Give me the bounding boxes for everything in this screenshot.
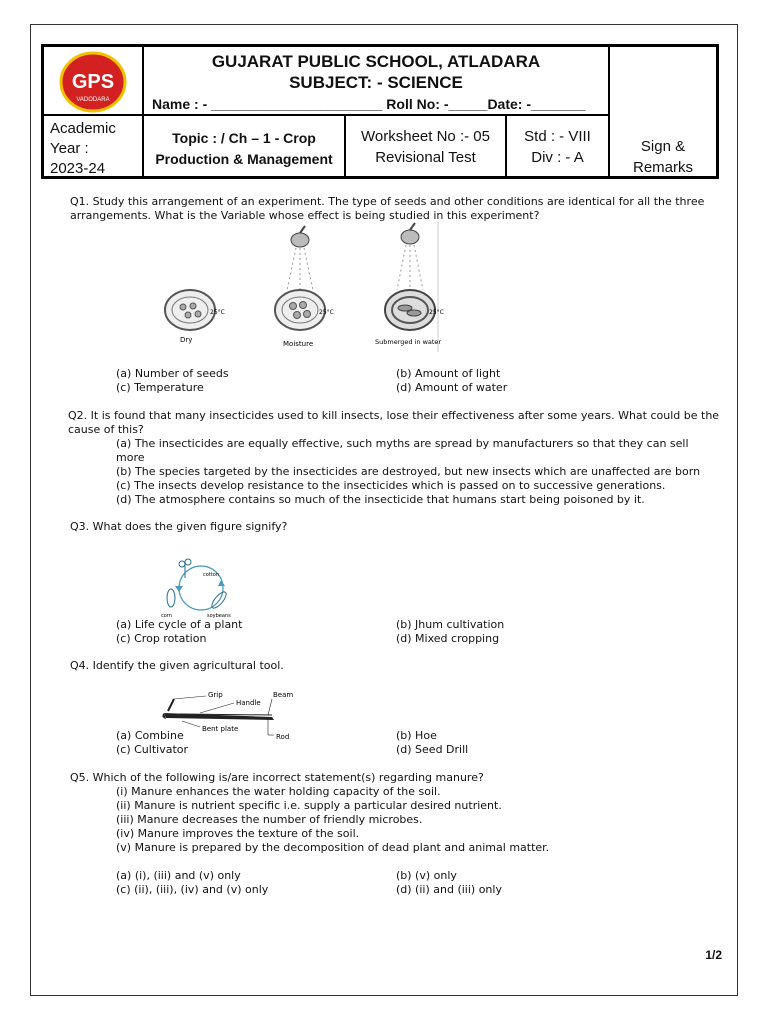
statement-iii: (iii) Manure decreases the number of friendly microbes. [116,813,423,826]
option-d: (d) Mixed cropping [396,632,500,645]
academic-year-label: Academic Year : [50,120,116,157]
option-a: (a) (i), (iii) and (v) only [116,869,241,882]
svg-text:Beam: Beam [273,691,294,699]
sign-top-cell [610,47,716,116]
svg-text:25°C: 25°C [210,309,225,316]
worksheet-cell [346,116,507,179]
statement-ii: (ii) Manure is nutrient specific i.e. supply a particular desired nutrient. [116,799,502,812]
question-3-text: Q3. What does the given figure signify? [70,520,288,533]
svg-text:GPS: GPS [71,71,115,93]
option-b: (b) Hoe [396,729,437,742]
question-1 [70,195,720,395]
svg-text:Handle: Handle [236,699,261,707]
svg-text:Submerged in water: Submerged in water [375,338,442,346]
svg-text:Grip: Grip [208,691,223,699]
question-1-options [70,367,720,395]
svg-text:Rod: Rod [276,733,290,741]
svg-text:25°C: 25°C [429,309,444,316]
svg-text:Moisture: Moisture [283,340,314,348]
option-a: (a) Life cycle of a plant [116,618,243,631]
svg-text:25°C: 25°C [319,309,334,316]
option-c: (c) (ii), (iii), (iv) and (v) only [116,883,269,896]
school-name: GUJARAT PUBLIC SCHOOL, ATLADARA [211,52,541,71]
option-b: (b) The species targeted by the insecticides are destroyed, but new insects which are unaffected are born [116,465,701,478]
option-a: (a) The insecticides are equally effective, such myths are spread by manufacturers so that they can sell more [116,437,689,464]
academic-year-value: 2023-24 [50,160,106,177]
statement-i: (i) Manure enhances the water holding capacity of the soil. [116,785,441,798]
svg-text:VADODARA: VADODARA [76,97,110,103]
question-5 [70,771,720,897]
title-cell [144,47,610,116]
option-b: (b) (v) only [396,869,457,882]
question-4-text: Q4. Identify the given agricultural tool. [70,659,284,672]
question-1-text: Q1. Study this arrangement of an experiment. The type of seeds and other conditions are identical for all the three arrangements. What is the Variable whose effect is being studied in this experiment? [70,195,705,222]
option-d: (d) (ii) and (iii) only [396,883,502,896]
option-d: (d) Seed Drill [396,743,469,756]
logo-cell [44,47,144,116]
question-4 [70,659,720,757]
worksheet-type: Revisional Test [375,149,476,166]
worksheet-header [41,44,719,179]
name-roll-date-line[interactable]: Name : - ______________________ Roll No: -_____Date: -_______ [152,96,586,112]
svg-text:corn: corn [161,613,172,619]
question-5-text: Q5. Which of the following is/are incorrect statement(s) regarding manure? [70,771,484,784]
academic-year-cell [44,116,144,179]
option-d: (d) The atmosphere contains so much of the insecticide that humans start being poisoned by it. [116,493,645,506]
page-number: 1/2 [705,948,722,962]
option-b: (b) Amount of light [396,367,501,380]
svg-text:Dry: Dry [180,336,193,344]
remarks-label: Remarks [632,159,693,176]
subject-title: SUBJECT: - SCIENCE [289,73,463,92]
option-a: (a) Combine [116,729,184,742]
statement-v: (v) Manure is prepared by the decomposition of dead plant and animal matter. [116,841,550,854]
school-logo [52,51,134,113]
question-3 [70,520,720,646]
worksheet-number: Worksheet No :- 05 [361,128,490,145]
option-d: (d) Amount of water [396,381,508,394]
svg-text:cotton: cotton [203,572,219,578]
option-c: (c) Cultivator [116,743,189,756]
svg-text:Bent plate: Bent plate [202,725,239,733]
svg-text:soybeans: soybeans [207,613,231,619]
div-value: Div : - A [531,149,584,166]
question-2-text: Q2. It is found that many insecticides used to kill insects, lose their effectiveness after some years. What could be the cause of this? [68,409,720,436]
topic-line-2: Production & Management [155,151,333,167]
option-b: (b) Jhum cultivation [396,618,505,631]
questions [70,195,720,897]
topic-line-1: Topic : / Ch – 1 - Crop [172,130,316,146]
sign-label: Sign & [640,138,686,155]
question-3-options [70,618,720,646]
question-5-options [70,869,720,897]
option-c: (c) Temperature [116,381,204,394]
topic-cell [144,116,346,179]
option-c: (c) The insects develop resistance to the insecticides which is passed on to successive generations. [116,479,666,492]
sign-remarks-cell [610,116,716,179]
statement-iv: (iv) Manure improves the texture of the soil. [116,827,360,840]
question-4-options [70,729,720,757]
option-a: (a) Number of seeds [116,367,229,380]
std-value: Std : - VIII [524,128,591,145]
std-div-cell [507,116,610,179]
option-c: (c) Crop rotation [116,632,207,645]
question-2 [70,409,720,507]
